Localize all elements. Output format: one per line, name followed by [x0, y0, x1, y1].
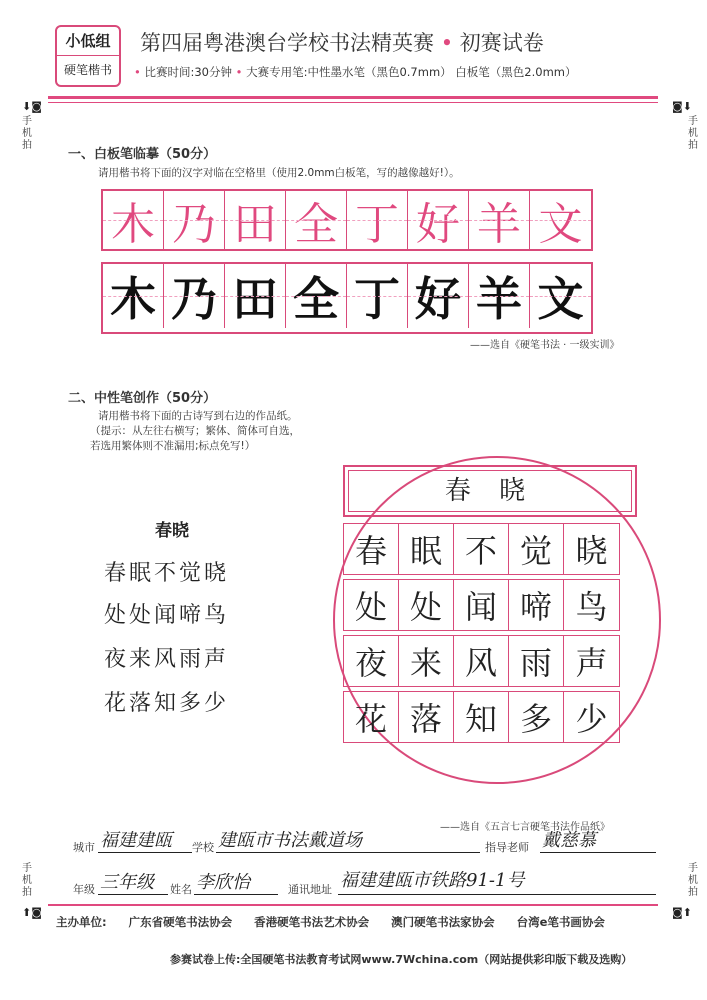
work-grid-cell[interactable]: 多	[509, 692, 564, 742]
title-main: 第四届粤港澳台学校书法精英赛	[140, 31, 434, 55]
model-row	[101, 189, 593, 251]
model-char: 羊	[477, 199, 521, 250]
host-item: 广东省硬笔书法协会	[128, 915, 233, 929]
bullet-icon: •	[235, 65, 243, 79]
section2-instruction-1: 请用楷书将下面的古诗写到右边的作品纸。	[98, 410, 298, 422]
model-char: 文	[538, 199, 583, 250]
model-char: 田	[233, 199, 277, 250]
camera-icon: ◙⬇	[672, 100, 692, 113]
work-grid-cell[interactable]: 知	[454, 692, 509, 742]
model-char-cell	[469, 191, 530, 249]
host-label: 主办单位:	[56, 915, 107, 929]
exam-info	[134, 64, 577, 80]
poem-line: 处处闻啼鸟	[104, 603, 230, 628]
model-char: 丁	[355, 199, 399, 250]
copy-char: 好	[415, 272, 461, 326]
bullet-icon: •	[134, 65, 141, 79]
work-grid-row	[343, 523, 620, 575]
section2-heading: 二、中性笔创作（50分）	[68, 391, 217, 406]
section1-heading: 一、白板笔临摹（50分）	[68, 147, 217, 162]
model-char: 木	[111, 199, 155, 250]
city-value[interactable]: 福建建瓯	[100, 830, 172, 851]
address-underline	[338, 894, 656, 895]
teacher-label: 指导老师	[485, 841, 529, 854]
host-item: 台湾e笔书画协会	[516, 915, 605, 929]
work-title-box	[343, 465, 637, 517]
section2-instruction-3: 若选用繁体则不准漏用;标点免写!）	[90, 440, 256, 452]
name-label: 姓名	[170, 883, 192, 896]
model-char-cell	[408, 191, 469, 249]
host-item: 澳门硬笔书法家协会	[391, 915, 495, 929]
copy-char: 文	[537, 272, 584, 326]
copy-char: 乃	[171, 272, 217, 326]
work-grid-cell[interactable]: 鸟	[575, 588, 608, 626]
section2-instruction-2: （提示：从左往右横写；繁体、简体可自选，	[90, 425, 300, 437]
work-grid-cell[interactable]: 觉	[509, 524, 564, 574]
work-grid-cell[interactable]: 啼	[509, 580, 564, 630]
title-sub: 初赛试卷	[459, 31, 544, 55]
work-grid-row	[343, 635, 620, 687]
poem-line: 夜来风雨声	[104, 647, 230, 672]
work-grid-cell[interactable]: 花	[344, 692, 399, 742]
work-grid-cell[interactable]: 春	[344, 524, 399, 574]
work-grid-cell[interactable]: 落	[399, 692, 454, 742]
work-title: 春 晓	[348, 470, 632, 512]
copy-char-cell[interactable]	[408, 264, 469, 328]
copy-char: 田	[232, 272, 278, 326]
copy-char-cell[interactable]	[347, 264, 408, 328]
work-grid-cell[interactable]: 夜	[344, 636, 399, 686]
school-underline	[216, 852, 480, 853]
divider-top	[48, 96, 658, 99]
work-grid-cell[interactable]: 处	[399, 580, 454, 630]
model-char-cell	[530, 191, 591, 249]
work-grid-cell[interactable]: 来	[399, 636, 454, 686]
section1-instruction: 请用楷书将下面的汉字对临在空格里（使用2.0mm白板笔，写的越像越好!）。	[98, 167, 460, 179]
address-label: 通讯地址	[288, 883, 332, 896]
model-char-cell	[164, 191, 225, 249]
side-label-top-left: 手 机 拍	[22, 116, 32, 151]
copy-char: 丁	[354, 272, 400, 326]
copy-char-cell[interactable]	[286, 264, 347, 328]
copy-char-cell[interactable]	[103, 264, 164, 328]
model-char-cell	[347, 191, 408, 249]
work-grid-row	[343, 691, 620, 743]
work-grid-cell[interactable]: 闻	[454, 580, 509, 630]
divider-bottom	[48, 904, 658, 906]
model-char: 全	[294, 199, 338, 250]
work-grid-cell[interactable]: 眠	[399, 524, 454, 574]
teacher-value[interactable]: 戴慈慕	[542, 830, 596, 851]
work-grid-cell[interactable]: 雨	[509, 636, 564, 686]
upload-info: 参赛试卷上传:全国硬笔书法教育考试网www.7Wchina.com（网站提供彩印版下载及选购）	[170, 953, 633, 966]
copy-char: 全	[293, 272, 339, 326]
exam-pen: 大赛专用笔:中性墨水笔（黑色0.7mm） 白板笔（黑色2.0mm）	[246, 65, 577, 79]
copy-char-cell[interactable]	[164, 264, 225, 328]
exam-time: 比赛时间:30分钟	[144, 65, 232, 79]
poem-line: 花落知多少	[104, 691, 230, 716]
host-item: 香港硬笔书法艺术协会	[254, 915, 370, 929]
model-char: 好	[416, 199, 460, 250]
grade-label: 年级	[73, 883, 95, 896]
section2-source: ——选自《五言七言硬笔书法作品纸》	[440, 822, 610, 833]
divider-top-thin	[48, 102, 658, 103]
copy-char: 木	[110, 272, 156, 326]
side-label-bottom-right: 手 机 拍	[688, 863, 698, 898]
work-grid-cell[interactable]: 少	[575, 700, 608, 738]
copy-char-cell[interactable]	[469, 264, 530, 328]
name-value[interactable]: 李欣怡	[196, 872, 250, 893]
work-grid-cell[interactable]: 不	[454, 524, 509, 574]
poem-title: 春晓	[155, 521, 189, 541]
grade-value[interactable]: 三年级	[100, 872, 154, 893]
group-badge	[55, 25, 121, 87]
teacher-underline	[540, 852, 656, 853]
work-grid-cell[interactable]: 处	[344, 580, 399, 630]
school-label: 学校	[192, 841, 214, 854]
model-char: 乃	[172, 199, 216, 250]
section1-source: ——选自《硬笔书法 · 一级实训》	[470, 340, 620, 351]
side-label-bottom-left: 手 机 拍	[22, 863, 32, 898]
organizers	[56, 914, 666, 930]
grade-underline	[98, 894, 168, 895]
city-underline	[98, 852, 192, 853]
model-char-cell	[225, 191, 286, 249]
work-grid-cell[interactable]: 声	[575, 644, 608, 682]
work-grid-cell[interactable]: 晓	[575, 532, 608, 570]
title-dot: •	[440, 31, 454, 55]
camera-icon: ⬆◙	[22, 906, 42, 919]
side-label-top-right: 手 机 拍	[688, 116, 698, 151]
address-value[interactable]: 福建建瓯市铁路91-1号	[340, 870, 525, 891]
work-grid-cell[interactable]: 风	[454, 636, 509, 686]
school-value[interactable]: 建瓯市书法戴道场	[218, 830, 362, 851]
work-grid-row	[343, 579, 620, 631]
page-title	[140, 27, 544, 57]
camera-icon: ⬇◙	[22, 100, 42, 113]
poem-line: 春眠不觉晓	[104, 561, 230, 586]
copy-row	[101, 262, 593, 334]
copy-char-cell[interactable]	[225, 264, 286, 328]
copy-char: 羊	[476, 272, 522, 326]
camera-icon: ◙⬆	[672, 906, 692, 919]
badge-group-label: 小低组	[57, 27, 119, 56]
copy-char-cell[interactable]	[530, 264, 591, 328]
model-char-cell	[286, 191, 347, 249]
badge-style-label: 硬笔楷书	[63, 63, 112, 77]
name-underline	[194, 894, 278, 895]
city-label: 城市	[73, 841, 95, 854]
model-char-cell	[103, 191, 164, 249]
